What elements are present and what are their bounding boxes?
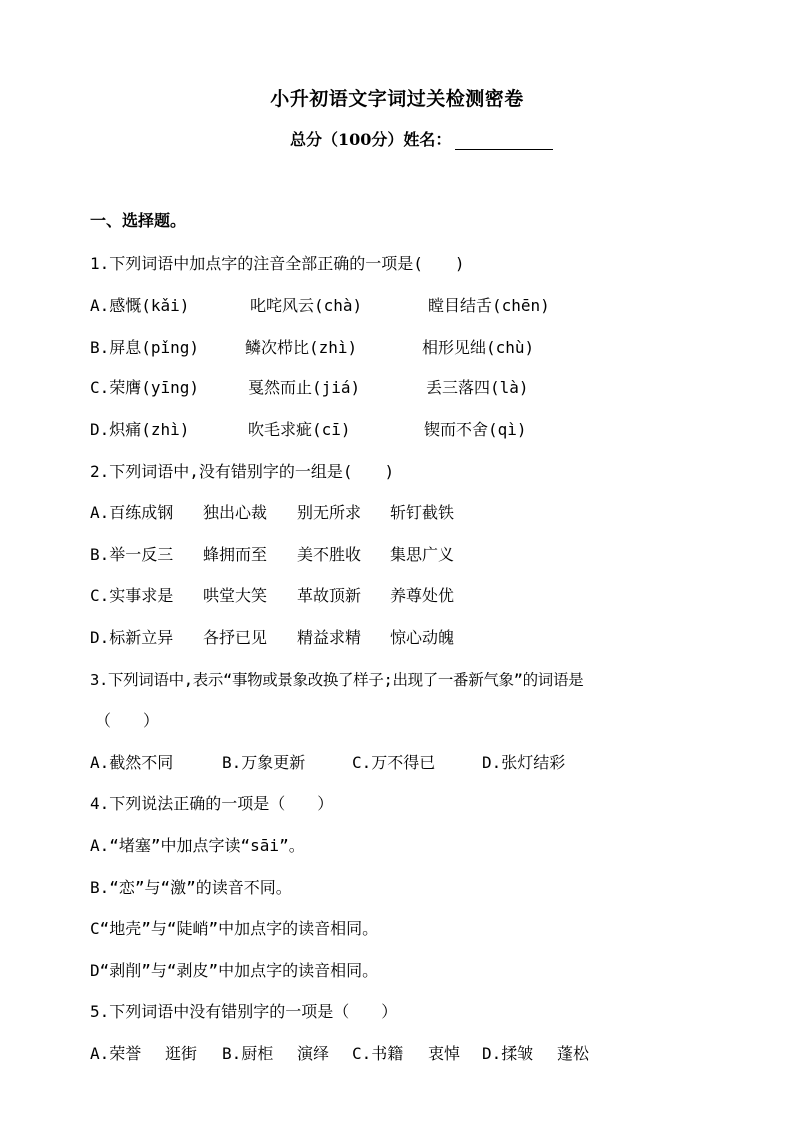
q4-statement-b: B.“恋”与“激”的读音不同。	[90, 878, 292, 897]
q2-b-4: 集思广义	[390, 545, 455, 564]
q2-b-1: B.举一反三	[90, 545, 174, 564]
q5-b-2: 演绎	[297, 1044, 330, 1063]
q2-b-2: 蜂拥而至	[203, 545, 268, 564]
q2-option-row	[90, 628, 710, 648]
q2-b-3: 美不胜收	[297, 545, 362, 564]
q2-c-4: 养尊处优	[390, 586, 455, 605]
q2-option-row	[90, 586, 710, 606]
q2-c-1: C.实事求是	[90, 586, 174, 605]
q1-option-a-1: A.感慨(kǎi)	[90, 296, 190, 315]
q2-c-2: 哄堂大笑	[203, 586, 268, 605]
q5-a-2: 逛街	[165, 1044, 198, 1063]
q2-d-4: 惊心动魄	[390, 628, 455, 647]
q2-c-3: 革故顶新	[297, 586, 362, 605]
q1-option-d-1: D.炽痛(zhì)	[90, 420, 190, 439]
q1-option-c-2: 戛然而止(jiá)	[248, 378, 361, 397]
question-4-stem: 4.下列说法正确的一项是（ ）	[90, 794, 334, 813]
section-heading: 一、选择题。	[90, 211, 187, 230]
q3-option-c: C.万不得已	[352, 753, 436, 772]
question-5-stem: 5.下列词语中没有错别字的一项是（ ）	[90, 1002, 398, 1021]
question-1-stem: 1.下列词语中加点字的注音全部正确的一项是( )	[90, 254, 465, 273]
q1-option-row	[90, 420, 710, 440]
q1-option-row	[90, 338, 710, 358]
q5-b-1: B.厨柜	[222, 1044, 274, 1063]
q5-d-2: 蓬松	[557, 1044, 590, 1063]
q5-d-1: D.揉皱	[482, 1044, 534, 1063]
q1-option-a-2: 叱咤风云(chà)	[250, 296, 363, 315]
q2-a-3: 别无所求	[297, 503, 362, 522]
q1-option-a-3: 瞠目结舌(chēn)	[428, 296, 550, 315]
q2-a-2: 独出心裁	[203, 503, 268, 522]
q2-option-row	[90, 503, 710, 523]
q1-option-c-3: 丢三落四(là)	[426, 378, 529, 397]
q1-option-d-3: 锲而不舍(qì)	[424, 420, 527, 439]
q5-a-1: A.荣誉	[90, 1044, 142, 1063]
question-3-stem: 3.下列词语中,表示“事物或景象改换了样子;出现了一番新气象”的词语是	[90, 671, 584, 689]
q5-c-2: 衷悼	[428, 1044, 461, 1063]
subtitle-text: 总分（100分）姓名：	[290, 130, 452, 149]
name-blank[interactable]	[455, 134, 553, 150]
q4-statement-c: C“地壳”与“陡峭”中加点字的读音相同。	[90, 919, 379, 938]
q1-option-row	[90, 378, 710, 398]
q5-c-1: C.书籍	[352, 1044, 404, 1063]
q1-option-b-1: B.屏息(pǐng)	[90, 338, 200, 357]
q3-option-row	[90, 753, 710, 773]
q2-d-3: 精益求精	[297, 628, 362, 647]
q2-d-2: 各抒已见	[203, 628, 268, 647]
page-title: 小升初语文字词过关检测密卷	[270, 88, 524, 110]
q1-option-d-2: 吹毛求疵(cī)	[248, 420, 351, 439]
q1-option-b-2: 鳞次栉比(zhì)	[245, 338, 358, 357]
q4-statement-d: D“剥削”与“剥皮”中加点字的读音相同。	[90, 961, 379, 980]
score-name-line	[290, 127, 553, 150]
q1-option-row	[90, 296, 710, 316]
q2-option-row	[90, 545, 710, 565]
q5-option-row	[90, 1044, 710, 1064]
question-2-stem: 2.下列词语中,没有错别字的一组是( )	[90, 462, 395, 481]
q4-statement-a: A.“堵塞”中加点字读“sāi”。	[90, 836, 305, 855]
q1-option-c-1: C.荣膺(yīng)	[90, 378, 200, 397]
question-3-paren: （ ）	[95, 711, 160, 730]
q2-a-1: A.百练成钢	[90, 503, 174, 522]
q3-option-d: D.张灯结彩	[482, 753, 566, 772]
q1-option-b-3: 相形见绌(chù)	[422, 338, 535, 357]
q2-d-1: D.标新立异	[90, 628, 174, 647]
q2-a-4: 斩钉截铁	[390, 503, 455, 522]
q3-option-b: B.万象更新	[222, 753, 306, 772]
q3-option-a: A.截然不同	[90, 753, 174, 772]
